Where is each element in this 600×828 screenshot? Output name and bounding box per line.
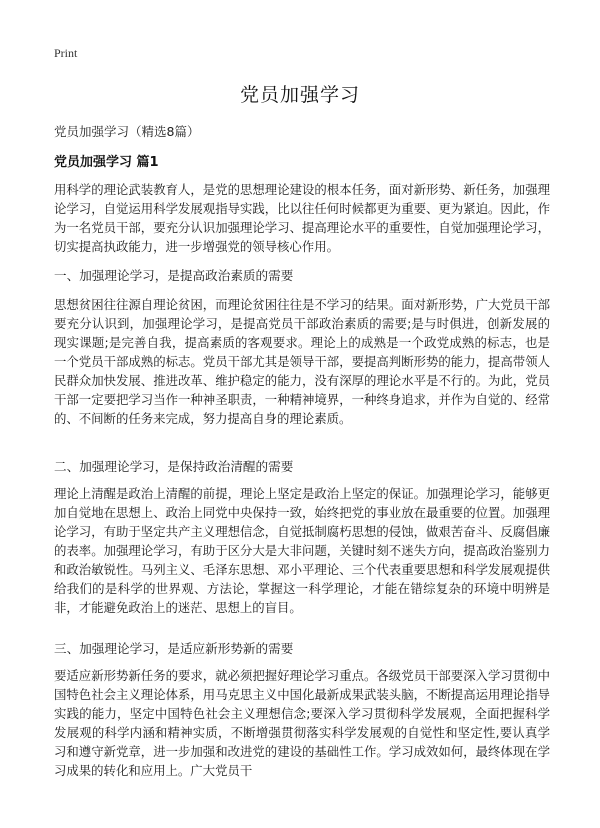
section-heading-1: 一、加强理论学习，是提高政治素质的需要 xyxy=(54,268,294,283)
article-heading: 党员加强学习 篇1 xyxy=(54,155,159,170)
section-2-paragraph: 理论上清醒是政治上清醒的前提，理论上坚定是政治上坚定的保证。加强理论学习，能够更加自觉地在思想上、政治上同党中央保持一致，始终把党的事业放在最重要的位置。加强理论学习，有助于坚定共产主义理想信念，自觉抵制腐朽思想的侵蚀，做艰苦奋斗、反腐倡廉的表率。加强理论学习，有助于区分大是大非问题，关键时刻不迷失方向，提高政治鉴别力和政治敏锐性。马列主义、毛泽东思想、邓小平理论、三个代表重要思想和科学发展观提供给我们的是科学的世界观、方法论，掌握这一科学理论，才能在错综复杂的环境中明辨是非，才能避免政治上的迷茫、思想上的盲目。 xyxy=(54,486,550,615)
print-link[interactable]: Print xyxy=(54,46,78,60)
section-1-paragraph: 思想贫困往往源自理论贫困，而理论贫困往往是不学习的结果。面对新形势，广大党员干部要充分认识到，加强理论学习，是提高党员干部政治素质的需要;是与时俱进，创新发展的现实课题;是完善自我，提高素质的客观要求。理论上的成熟是一个政党成熟的标志，也是一个党员干部成熟的标志。党员干部尤其是领导干部，要提高判断形势的能力，提高带领人民群众加快发展、推进改革、维护稳定的能力，没有深厚的理论水平是不行的。为此，党员干部一定要把学习当作一种神圣职责，一种精神境界，一种终身追求，并作为自觉的、经常的、不间断的任务来完成，努力提高自身的理论素质。 xyxy=(54,297,550,426)
section-3-paragraph: 要适应新形势新任务的要求，就必须把握好理论学习重点。各级党员干部要深入学习贯彻中国特色社会主义理论体系，用马克思主义中国化最新成果武装头脑，不断提高运用理论指导实践的能力，坚定中国特色社会主义理想信念;要深入学习贯彻科学发展观，全面把握科学发展观的科学内涵和精神实质，不断增强贯彻落实科学发展观的自觉性和坚定性,要认真学习和遵守新党章，进一步加强和改进党的建设的基础性工作。学习成效如何，最终体现在学习成果的转化和应用上。广大党员干 xyxy=(54,668,550,778)
document-subtitle: 党员加强学习（精选8篇） xyxy=(54,124,200,139)
section-heading-3: 三、加强理论学习，是适应新形势新的需要 xyxy=(54,641,294,656)
intro-paragraph: 用科学的理论武装教育人，是党的思想理论建设的根本任务，面对新形势、新任务，加强理论学习，自觉运用科学发展观指导实践，比以往任何时候都更为重要、更为紧迫。因此，作为一名党员干部，要充分认识加强理论学习、提高理论水平的重要性，自觉加强理论学习，切实提高执政能力，进一步增强党的领导核心作用。 xyxy=(54,182,550,254)
section-heading-2: 二、加强理论学习，是保持政治清醒的需要 xyxy=(54,459,294,474)
document-title: 党员加强学习 xyxy=(239,84,360,106)
